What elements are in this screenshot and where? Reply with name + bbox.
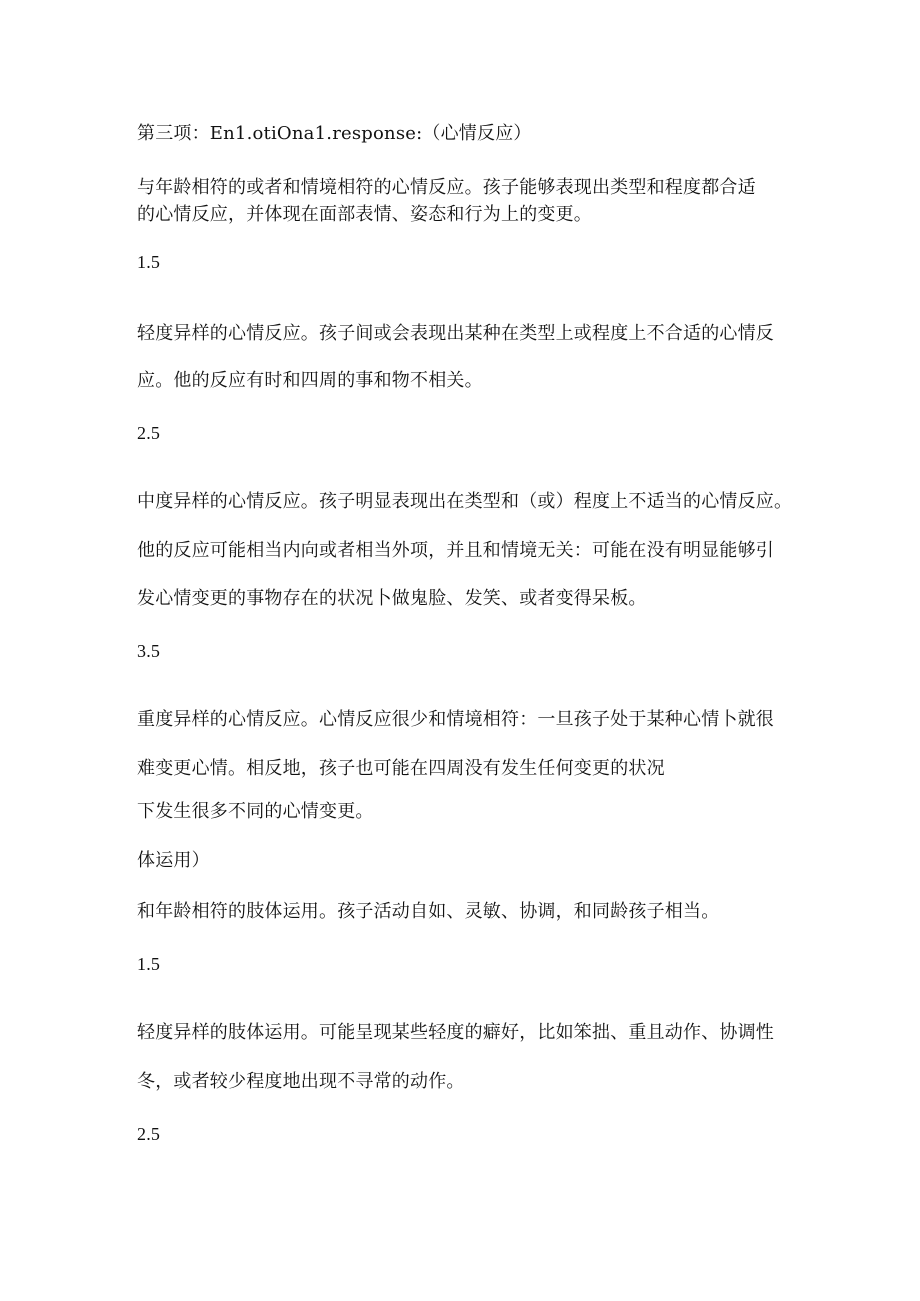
text-line: 的心情反应，并体现在面部表情、姿态和行为上的变更。: [137, 204, 592, 225]
text-line: 轻度异样的肢体运用。可能呈现某些轻度的癖好，比如笨拙、重且动作、协调性: [137, 1022, 774, 1043]
text-line: 轻度异样的心情反应。孩子间或会表现出某种在类型上或程度上不合适的心情反: [137, 323, 774, 344]
score-label: 2.5: [137, 423, 161, 443]
text-line: 发心情变更的事物存在的状况卜做鬼脸、发笑、或者变得呆板。: [137, 588, 647, 609]
section-heading: 第三项：En1.otiOna1.response:（心情反应）: [137, 123, 532, 144]
section-fragment: 体运用）: [137, 850, 210, 871]
text-line: 和年龄相符的肢体运用。孩子活动自如、灵敏、协调，和同龄孩子相当。: [137, 901, 720, 922]
text-line: 冬，或者较少程度地出现不寻常的动作。: [137, 1071, 465, 1092]
score-label: 3.5: [137, 641, 161, 661]
score-label: 2.5: [137, 1124, 161, 1144]
text-line: 下发生很多不同的心情变更。: [137, 801, 374, 822]
score-label: 1.5: [137, 954, 161, 974]
text-line: 他的反应可能相当内向或者相当外项，并且和情境无关：可能在没有明显能够引: [137, 540, 774, 561]
text-line: 重度异样的心情反应。心情反应很少和情境相符：一旦孩子处于某种心情卜就很: [137, 709, 774, 730]
score-label: 1.5: [137, 252, 161, 272]
text-line: 与年龄相符的或者和情境相符的心情反应。孩子能够表现出类型和程度都合适: [137, 177, 756, 198]
text-line: 难变更心情。相反地，孩子也可能在四周没有发生任何变更的状况: [137, 758, 665, 779]
text-line: 应。他的反应有时和四周的事和物不相关。: [137, 370, 483, 391]
text-line: 中度异样的心情反应。孩子明显表现出在类型和（或）程度上不适当的心情反应。: [137, 491, 793, 512]
